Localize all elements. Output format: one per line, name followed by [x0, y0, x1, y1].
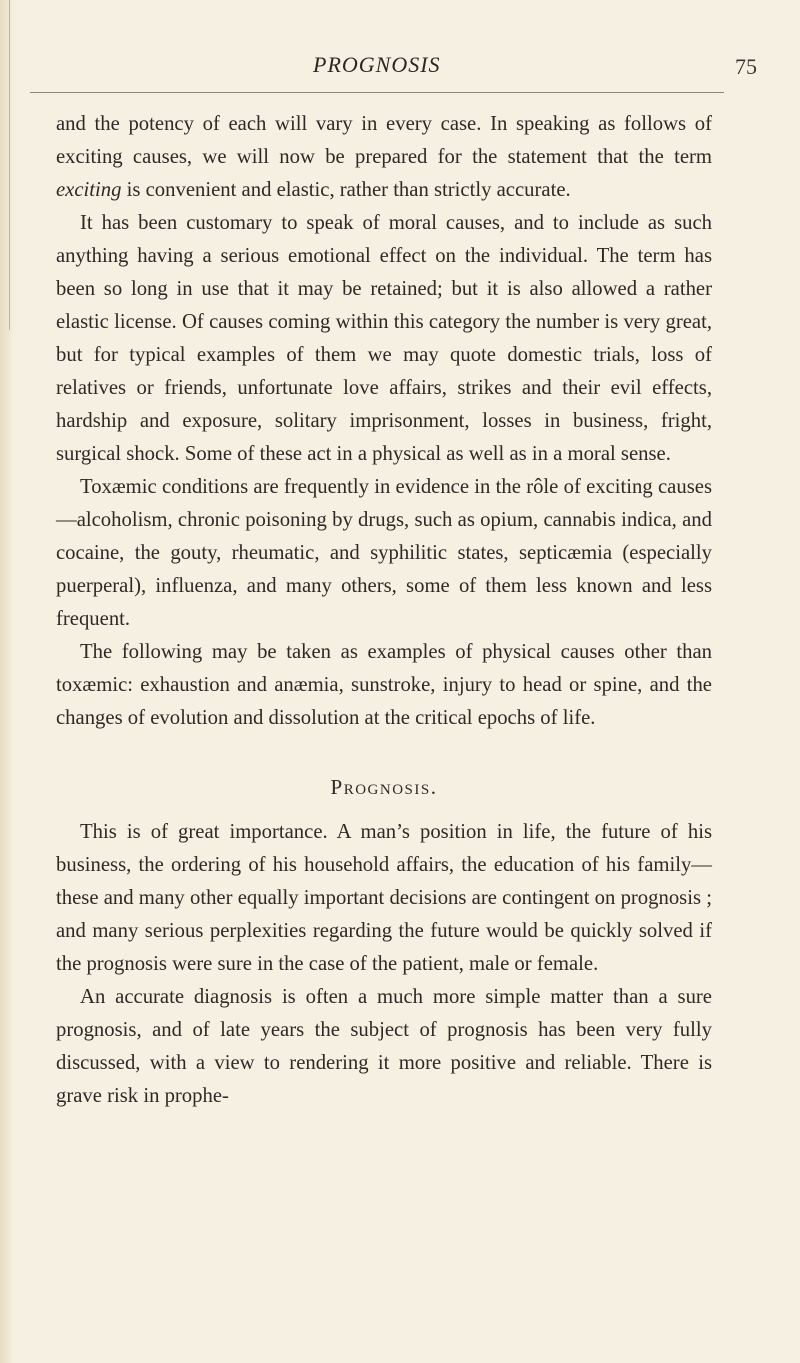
paragraph-text: is convenient and elastic, rather than strictly accurate.: [121, 179, 571, 201]
page-header: [0, 48, 800, 88]
paragraph-text: and the potency of each will vary in every case. In speaking as follows of exciting causes, we will now be prepared for the statement that the term: [56, 113, 712, 168]
header-rule: [30, 92, 724, 93]
paragraph-prognosis-importance: This is of great importance. A man’s position in life, the future of his business, the ordering of his household affairs, the education of his family—these and many other equally important decisions are contingent on prognosis ; and many serious perplexities regarding the future would be quickly solved if the prognosis were sure in the case of the patient, male or female.: [56, 821, 712, 975]
paragraph-toxaemic-conditions: Toxæmic conditions are frequently in evidence in the rôle of exciting causes—alcoholism, chronic poisoning by drugs, such as opium, cannabis indica, and cocaine, the gouty, rheumatic, and syphilitic states, septicæmia (especially puerperal), influenza, and many others, some of them less known and less frequent.: [56, 476, 712, 630]
emphasized-term: exciting: [56, 179, 122, 201]
paragraph-physical-causes: The following may be taken as examples of physical causes other than toxæmic: exhaustion and anæmia, sunstroke, injury to head or spine, and the changes of evolution and dissolution at the critical epochs of life.: [56, 641, 712, 729]
binding-edge: [0, 0, 14, 1363]
section-title: Prognosis.: [330, 775, 438, 799]
running-head: PROGNOSIS: [313, 52, 441, 77]
page-number: 75: [735, 54, 757, 79]
paragraph-exciting-causes: [56, 108, 712, 207]
page-body: [56, 108, 712, 1113]
paragraph-diagnosis-vs-prognosis: An accurate diagnosis is often a much more simple matter than a sure prognosis, and of late years the subject of prognosis has been very fully discussed, with a view to rendering it more positive and reliable. There is grave risk in prophe-: [56, 986, 712, 1107]
paragraph-moral-causes: It has been customary to speak of moral causes, and to include as such anything having a serious emotional effect on the individual. The term has been so long in use that it may be retained; but it is also allowed a rather elastic license. Of causes coming within this category the number is very great, but for typical examples of them we may quote domestic trials, loss of relatives or friends, unfortunate love affairs, strikes and their evil effects, hardship and exposure, solitary imprisonment, losses in business, fright, surgical shock. Some of these act in a physical as well as in a moral sense.: [56, 212, 712, 465]
